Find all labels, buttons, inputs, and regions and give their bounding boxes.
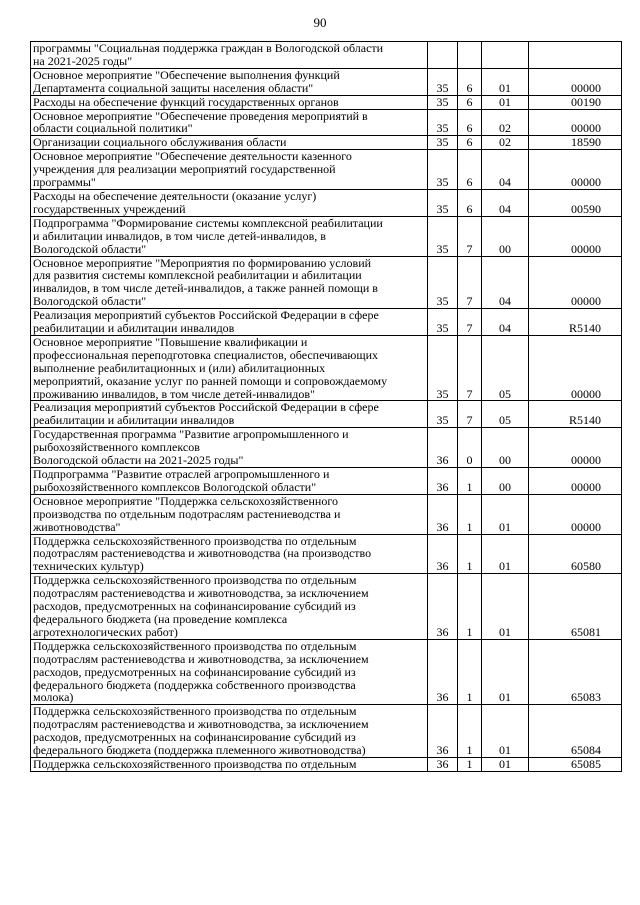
row-code-d-cell: 65085 [529, 757, 622, 771]
row-code-a-cell: 35 [428, 335, 458, 401]
row-code-c-cell: 04 [482, 189, 529, 216]
row-code-b-cell: 7 [458, 401, 482, 428]
row-code-b-cell: 6 [458, 136, 482, 150]
row-name-cell: Поддержка сельскохозяйственного производства по отдельным подотраслям растениеводства и животноводства (на производство технических культур) [31, 534, 428, 574]
page-number: 90 [313, 15, 327, 30]
row-code-c-cell: 01 [482, 494, 529, 534]
budget-classification-table [30, 41, 622, 772]
row-code-d-cell: 00000 [529, 468, 622, 495]
row-name-cell: программы "Социальная поддержка граждан в Вологодской области на 2021-2025 годы" [31, 42, 428, 69]
row-name-cell: Государственная программа "Развитие агропромышленного и рыбохозяйственного комплексов Вологодской области на 2021-2025 годы" [31, 428, 428, 468]
row-name-cell: Реализация мероприятий субъектов Российской Федерации в сфере реабилитации и абилитации инвалидов [31, 309, 428, 336]
row-name-cell: Основное мероприятие "Обеспечение проведения мероприятий в области социальной политики" [31, 109, 428, 136]
row-name-cell: Расходы на обеспечение деятельности (оказание услуг) государственных учреждений [31, 189, 428, 216]
row-code-c-cell: 01 [482, 95, 529, 109]
row-code-b-cell: 1 [458, 639, 482, 705]
row-code-b-cell: 7 [458, 256, 482, 309]
row-code-c-cell: 04 [482, 256, 529, 309]
row-code-c-cell: 04 [482, 150, 529, 190]
row-name-cell: Основное мероприятие "Обеспечение деятельности казенного учреждения для реализации мероприятий государственной программы" [31, 150, 428, 190]
row-code-a-cell: 35 [428, 68, 458, 95]
row-code-d-cell: 18590 [529, 136, 622, 150]
row-code-a-cell: 36 [428, 574, 458, 640]
row-code-d-cell: 65083 [529, 639, 622, 705]
row-code-b-cell: 1 [458, 468, 482, 495]
row-code-d-cell: 65081 [529, 574, 622, 640]
row-code-a-cell: 35 [428, 150, 458, 190]
table-row [31, 705, 622, 758]
row-code-d-cell: 60580 [529, 534, 622, 574]
row-code-a-cell: 36 [428, 757, 458, 771]
table-row [31, 534, 622, 574]
row-code-c-cell [482, 42, 529, 69]
table-row [31, 757, 622, 771]
table-row [31, 189, 622, 216]
row-code-c-cell: 02 [482, 136, 529, 150]
row-code-a-cell: 35 [428, 309, 458, 336]
row-name-cell: Основное мероприятие "Повышение квалификации и профессиональная переподготовка специалистов, обеспечивающих выполнение реабилитационных и (или) абилитационных мероприятий, оказание услуг по ранней помощи и сопровождаемому проживанию инвалидов, в том числе детей-инвалидов" [31, 335, 428, 401]
row-code-d-cell: R5140 [529, 401, 622, 428]
row-name-cell: Поддержка сельскохозяйственного производства по отдельным [31, 757, 428, 771]
table-row [31, 216, 622, 256]
row-code-b-cell: 1 [458, 705, 482, 758]
row-code-a-cell: 36 [428, 494, 458, 534]
row-code-d-cell: 00000 [529, 216, 622, 256]
row-code-b-cell: 7 [458, 335, 482, 401]
row-code-d-cell: 65084 [529, 705, 622, 758]
row-code-c-cell: 02 [482, 109, 529, 136]
row-code-d-cell: 00000 [529, 256, 622, 309]
row-code-d-cell: 00000 [529, 68, 622, 95]
row-code-a-cell [428, 42, 458, 69]
row-code-a-cell: 36 [428, 705, 458, 758]
table-row [31, 95, 622, 109]
row-code-a-cell: 36 [428, 468, 458, 495]
table-row [31, 309, 622, 336]
row-code-d-cell: 00000 [529, 109, 622, 136]
row-code-a-cell: 35 [428, 136, 458, 150]
row-code-b-cell: 1 [458, 757, 482, 771]
row-name-cell: Основное мероприятие "Поддержка сельскохозяйственного производства по отдельным подотраслям растениеводства и животноводства" [31, 494, 428, 534]
table-row [31, 494, 622, 534]
table-row [31, 639, 622, 705]
row-code-d-cell: R5140 [529, 309, 622, 336]
row-code-b-cell: 6 [458, 68, 482, 95]
row-code-c-cell: 04 [482, 309, 529, 336]
row-code-c-cell: 05 [482, 401, 529, 428]
row-code-a-cell: 35 [428, 216, 458, 256]
row-code-b-cell [458, 42, 482, 69]
table-row [31, 68, 622, 95]
row-code-c-cell: 01 [482, 574, 529, 640]
row-name-cell: Поддержка сельскохозяйственного производства по отдельным подотраслям растениеводства и животноводства, за исключением расходов, предусмотренных на софинансирование субсидий из федерального бюджета (поддержка собственного производства молока) [31, 639, 428, 705]
table-row [31, 42, 622, 69]
row-code-d-cell: 00190 [529, 95, 622, 109]
row-code-c-cell: 01 [482, 534, 529, 574]
row-code-d-cell: 00000 [529, 335, 622, 401]
row-code-b-cell: 6 [458, 189, 482, 216]
row-code-b-cell: 6 [458, 150, 482, 190]
row-code-b-cell: 1 [458, 494, 482, 534]
row-code-c-cell: 01 [482, 639, 529, 705]
table-row [31, 401, 622, 428]
row-code-a-cell: 36 [428, 428, 458, 468]
row-name-cell: Поддержка сельскохозяйственного производства по отдельным подотраслям растениеводства и животноводства, за исключением расходов, предусмотренных на софинансирование субсидий из федерального бюджета (на проведение комплекса агротехнологических работ) [31, 574, 428, 640]
table-row [31, 468, 622, 495]
row-code-c-cell: 01 [482, 705, 529, 758]
row-code-a-cell: 36 [428, 534, 458, 574]
row-code-d-cell: 00000 [529, 428, 622, 468]
row-name-cell: Основное мероприятие "Обеспечение выполнения функций Департамента социальной защиты населения области" [31, 68, 428, 95]
row-code-b-cell: 7 [458, 216, 482, 256]
table-row [31, 335, 622, 401]
row-code-b-cell: 1 [458, 534, 482, 574]
row-code-a-cell: 35 [428, 256, 458, 309]
row-code-a-cell: 35 [428, 401, 458, 428]
row-name-cell: Поддержка сельскохозяйственного производства по отдельным подотраслям растениеводства и животноводства, за исключением расходов, предусмотренных на софинансирование субсидий из федерального бюджета (поддержка племенного животноводства) [31, 705, 428, 758]
row-name-cell: Основное мероприятие "Мероприятия по формированию условий для развития системы комплексной реабилитации и абилитации инвалидов, в том числе детей-инвалидов, а также ранней помощи в Вологодской области" [31, 256, 428, 309]
row-code-c-cell: 01 [482, 68, 529, 95]
row-code-d-cell: 00000 [529, 150, 622, 190]
table-row [31, 428, 622, 468]
row-code-c-cell: 00 [482, 468, 529, 495]
table-row [31, 136, 622, 150]
row-code-a-cell: 36 [428, 639, 458, 705]
row-name-cell: Подпрограмма "Развитие отраслей агропромышленного и рыбохозяйственного комплексов Вологодской области" [31, 468, 428, 495]
row-name-cell: Реализация мероприятий субъектов Российской Федерации в сфере реабилитации и абилитации инвалидов [31, 401, 428, 428]
row-code-b-cell: 7 [458, 309, 482, 336]
row-code-c-cell: 00 [482, 216, 529, 256]
row-code-d-cell: 00590 [529, 189, 622, 216]
row-code-c-cell: 01 [482, 757, 529, 771]
row-name-cell: Организации социального обслуживания области [31, 136, 428, 150]
row-code-b-cell: 6 [458, 95, 482, 109]
table-row [31, 150, 622, 190]
row-code-b-cell: 0 [458, 428, 482, 468]
row-code-b-cell: 6 [458, 109, 482, 136]
row-name-cell: Расходы на обеспечение функций государственных органов [31, 95, 428, 109]
row-code-a-cell: 35 [428, 189, 458, 216]
row-code-a-cell: 35 [428, 95, 458, 109]
table-row [31, 256, 622, 309]
row-code-d-cell: 00000 [529, 494, 622, 534]
row-code-c-cell: 05 [482, 335, 529, 401]
row-code-c-cell: 00 [482, 428, 529, 468]
table-row [31, 109, 622, 136]
row-code-a-cell: 35 [428, 109, 458, 136]
row-name-cell: Подпрограмма "Формирование системы комплексной реабилитации и абилитации инвалидов, в том числе детей-инвалидов, в Вологодской области" [31, 216, 428, 256]
row-code-b-cell: 1 [458, 574, 482, 640]
table-row [31, 574, 622, 640]
row-code-d-cell [529, 42, 622, 69]
